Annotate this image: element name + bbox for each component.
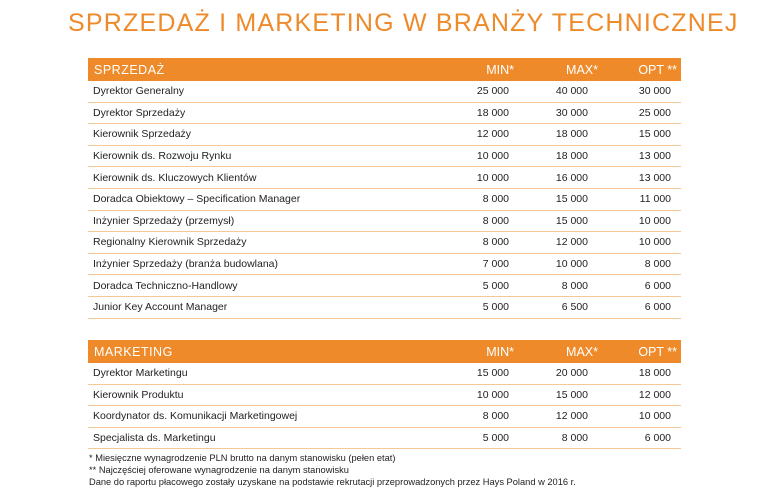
table-row [88,406,681,428]
max-value: 12 000 [555,236,588,249]
table-row [88,81,681,103]
sales-salary-table [88,58,681,319]
position-name: Regionalny Kierownik Sprzedaży [93,236,247,249]
section-title: MARKETING [94,344,173,359]
min-value: 5 000 [482,279,509,292]
position-name: Kierownik Sprzedaży [93,128,192,141]
header-max: MAX* [566,344,598,359]
opt-value: 25 000 [638,106,671,119]
table-row [88,297,681,319]
opt-value: 13 000 [638,150,671,163]
min-value: 10 000 [476,388,509,401]
max-value: 18 000 [555,128,588,141]
max-value: 6 500 [561,301,588,314]
min-value: 10 000 [476,150,509,163]
max-value: 16 000 [555,171,588,184]
position-name: Doradca Obiektowy – Specification Manager [93,193,301,206]
table-row [88,103,681,125]
opt-value: 15 000 [638,128,671,141]
marketing-salary-table [88,340,681,449]
min-value: 8 000 [482,214,509,227]
min-value: 8 000 [482,410,509,423]
table-header [88,58,681,81]
opt-value: 8 000 [644,258,671,271]
footnote-data-source: Dane do raportu płacowego zostały uzyskane na podstawie rekrutacji przeprowadzonych przez Hays Poland w 2016 r. [89,477,576,487]
table-row [88,275,681,297]
max-value: 15 000 [555,193,588,206]
position-name: Kierownik ds. Rozwoju Rynku [93,150,232,163]
min-value: 5 000 [482,301,509,314]
min-value: 8 000 [482,236,509,249]
table-header [88,340,681,363]
table-row [88,385,681,407]
header-max: MAX* [566,62,598,77]
position-name: Dyrektor Generalny [93,85,185,98]
section-title: SPRZEDAŻ [94,62,165,77]
table-row [88,232,681,254]
header-opt: OPT ** [638,62,677,77]
opt-value: 6 000 [644,432,671,445]
position-name: Kierownik Produktu [93,388,184,401]
max-value: 20 000 [555,367,588,380]
position-name: Dyrektor Sprzedaży [93,106,186,119]
min-value: 25 000 [476,85,509,98]
table-row [88,363,681,385]
opt-value: 10 000 [638,214,671,227]
position-name: Specjalista ds. Marketingu [93,432,216,445]
table-row [88,428,681,450]
position-name: Koordynator ds. Komunikacji Marketingowej [93,410,298,423]
opt-value: 13 000 [638,171,671,184]
position-name: Inżynier Sprzedaży (branża budowlana) [93,258,279,271]
table-row [88,146,681,168]
opt-value: 10 000 [638,236,671,249]
position-name: Doradca Techniczno-Handlowy [93,279,238,292]
min-value: 12 000 [476,128,509,141]
opt-value: 30 000 [638,85,671,98]
table-row [88,211,681,233]
header-min: MIN* [486,62,514,77]
max-value: 10 000 [555,258,588,271]
max-value: 15 000 [555,214,588,227]
min-value: 5 000 [482,432,509,445]
opt-value: 11 000 [639,193,671,206]
position-name: Dyrektor Marketingu [93,367,188,380]
footnote-monthly-salary: * Miesięczne wynagrodzenie PLN brutto na danym stanowisku (pełen etat) [89,453,396,463]
opt-value: 18 000 [638,367,671,380]
min-value: 18 000 [476,106,509,119]
max-value: 15 000 [555,388,588,401]
min-value: 10 000 [476,171,509,184]
max-value: 12 000 [555,410,588,423]
opt-value: 6 000 [644,301,671,314]
max-value: 18 000 [555,150,588,163]
opt-value: 6 000 [644,279,671,292]
max-value: 40 000 [555,85,588,98]
position-name: Inżynier Sprzedaży (przemysł) [93,214,235,227]
position-name: Junior Key Account Manager [93,301,228,314]
table-row [88,189,681,211]
max-value: 8 000 [561,432,588,445]
opt-value: 12 000 [638,388,671,401]
min-value: 8 000 [482,193,509,206]
max-value: 8 000 [561,279,588,292]
page-title: SPRZEDAŻ I MARKETING W BRANŻY TECHNICZNEJ [68,9,739,37]
table-row [88,124,681,146]
header-min: MIN* [486,344,514,359]
position-name: Kierownik ds. Kluczowych Klientów [93,171,257,184]
footnotes [89,452,576,488]
max-value: 30 000 [555,106,588,119]
opt-value: 10 000 [638,410,671,423]
table-row [88,167,681,189]
header-opt: OPT ** [638,344,677,359]
footnote-most-offered: ** Najczęściej oferowane wynagrodzenie na danym stanowisku [89,465,349,475]
table-row [88,254,681,276]
min-value: 7 000 [482,258,509,271]
min-value: 15 000 [476,367,509,380]
